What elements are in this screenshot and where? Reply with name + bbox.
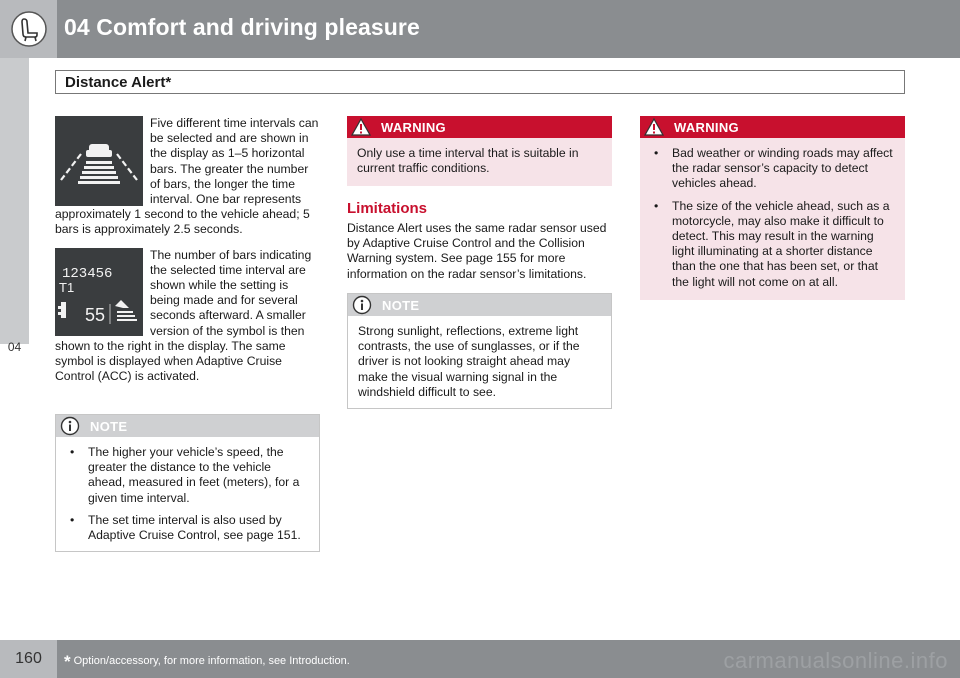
limitations-text: Distance Alert uses the same radar sensor used by Adaptive Cruise Control and the Collision Warning system. See page 155 for more information on the radar sensor’s limitations.: [347, 221, 607, 281]
paragraph-time-intervals: Five different time intervals can be selected and are shown in the display as 1–5 horizontal bars. The greater the number of bars, the longer the time interval. One bar represents approximately 1 second to the vehicle ahead; 5 bars is approximately 2.5 seconds.: [55, 116, 319, 237]
warning-triangle-icon: [644, 117, 664, 137]
section-title: Distance Alert*: [65, 74, 172, 91]
warning-box-header: [347, 116, 612, 138]
warning-box-radar: [640, 116, 905, 300]
page-footer: [0, 640, 960, 678]
note-label: NOTE: [90, 419, 128, 434]
info-icon: [352, 295, 372, 315]
list-item: • The set time interval is also used by Adaptive Cruise Control, see page 151.: [70, 512, 301, 543]
chapter-title: 04 Comfort and driving pleasure: [64, 14, 420, 40]
note-box-header: [348, 294, 611, 316]
list-item: • The size of the vehicle ahead, such as a motorcycle, may also make it difficult to detect. This may result in the warning light illuminating at a shorter distance than the one that has been set, or that the light will not come on at all.: [654, 198, 890, 289]
warning-bullet-list: [650, 146, 895, 290]
list-item: • The higher your vehicle’s speed, the greater the distance to the vehicle ahead, measured in feet (meters), for a given time interval.: [70, 445, 300, 505]
distance-bars-icon: [55, 116, 143, 206]
chapter-icon-box: [0, 0, 57, 58]
note-box-speed: [55, 414, 320, 552]
warning-text: Only use a time interval that is suitable in current traffic conditions.: [357, 146, 579, 176]
watermark: carmanualsonline.info: [723, 648, 948, 673]
limitations-heading: Limitations: [347, 200, 428, 217]
instrument-display-icon: [55, 248, 143, 336]
display-image: [55, 248, 143, 336]
footnote-text: Option/accessory, for more information, see Introduction.: [73, 655, 350, 667]
paragraph-bars-display: The number of bars indicating the selected time interval are shown while the setting is being made and for several seconds afterward. A smaller version of the symbol is then shown to the right in the display. The same symbol is displayed when Adaptive Cruise Control (ACC) is activated.: [55, 247, 312, 384]
list-item: • Bad weather or winding roads may affect the radar sensor’s capacity to detect vehicles ahead.: [654, 146, 893, 191]
page-number: 160: [0, 640, 57, 678]
info-icon: [60, 416, 80, 436]
note-box-header: [56, 415, 319, 437]
note-bullet-list: [66, 445, 309, 543]
note-box-visibility: [347, 293, 612, 409]
display-trip: T1: [59, 279, 75, 295]
warning-label: WARNING: [674, 120, 739, 135]
section-bar: [55, 70, 905, 94]
side-tab-label: 04: [7, 340, 22, 354]
footer-note: [64, 652, 350, 672]
distance-bars-image: [55, 116, 143, 206]
note-label: NOTE: [382, 298, 420, 313]
chapter-side-tab: [0, 58, 29, 354]
display-speed: 55: [85, 304, 106, 325]
display-odometer: 123456: [62, 265, 113, 282]
page-header: [0, 0, 960, 58]
note-text: Strong sunlight, reflections, extreme light contrasts, the use of sunglasses, or if the driver is not looking straight ahead may make the visual warning signal in the windshield difficult to see.: [358, 324, 580, 399]
footnote-star: *: [64, 652, 71, 671]
warning-box-header: [640, 116, 905, 138]
warning-box-time-interval: [347, 116, 612, 186]
seat-icon: [10, 10, 48, 48]
column-1: [55, 116, 320, 384]
warning-triangle-icon: [351, 117, 371, 137]
warning-label: WARNING: [381, 120, 446, 135]
